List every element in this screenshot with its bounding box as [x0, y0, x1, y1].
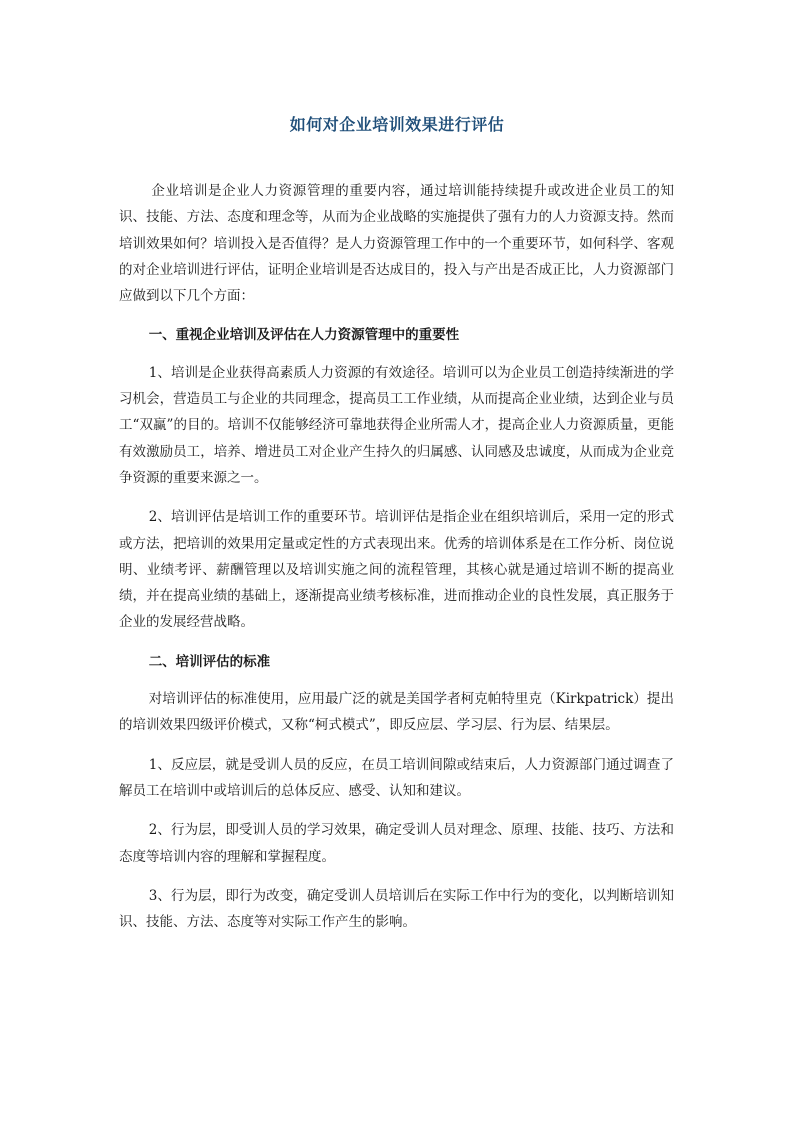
paragraph-2-2: 2、行为层，即受训人员的学习效果，确定受训人员对理念、原理、技能、技巧、方法和态度等培训内容的理解和掌握程度。: [119, 822, 674, 865]
paragraph-2-1: 1、反应层，就是受训人员的反应，在员工培训间隙或结束后，人力资源部门通过调查了解员工在培训中或培训后的总体反应、感受、认知和建议。: [119, 756, 674, 799]
document-body: [119, 178, 674, 935]
paragraph-1-2: 2、培训评估是培训工作的重要环节。培训评估是指企业在组织培训后，采用一定的形式或方法，把培训的效果用定量或定性的方式表现出来。优秀的培训体系是在工作分析、岗位说明、业绩考评、薪酬管理以及培训实施之间的流程管理，其核心就是通过培训不断的提高业绩，并在提高业绩的基础上，逐渐提高业绩考核标准，进而推动企业的良性发展，真正服务于企业的发展经营战略。: [119, 509, 674, 631]
section-heading-standards: 二、培训评估的标准: [148, 653, 271, 670]
paragraph-2-intro: 对培训评估的标准使用，应用最广泛的就是美国学者柯克帕特里克（Kirkpatrick）提出的培训效果四级评价模式，又称“柯式模式”，即反应层、学习层、行为层、结果层。: [119, 691, 674, 734]
document-title: 如何对企业培训效果进行评估: [289, 115, 505, 134]
paragraph-1-1: 1、培训是企业获得高素质人力资源的有效途径。培训可以为企业员工创造持续渐进的学习机会，营造员工与企业的共同理念，提高员工工作业绩，从而提高企业业绩，达到企业与员工“双赢”的目的。培训不仅能够经济可靠地获得企业所需人才，提高企业人力资源质量，更能有效激励员工，培养、增进员工对企业产生持久的归属感、认同感及忠诚度，从而成为企业竞争资源的重要来源之一。: [119, 364, 674, 486]
intro-paragraph: 企业培训是企业人力资源管理的重要内容，通过培训能持续提升或改进企业员工的知识、技能、方法、态度和理念等，从而为企业战略的实施提供了强有力的人力资源支持。然而培训效果如何？培训投入是否值得？是人力资源管理工作中的一个重要环节，如何科学、客观的对企业培训进行评估，证明企业培训是否达成目的，投入与产出是否成正比，人力资源部门应做到以下几个方面：: [119, 183, 674, 305]
paragraph-2-3: 3、行为层，即行为改变，确定受训人员培训后在实际工作中行为的变化，以判断培训知识、技能、方法、态度等对实际工作产生的影响。: [119, 887, 674, 931]
section-heading-importance: 一、重视企业培训及评估在人力资源管理中的重要性: [148, 327, 460, 344]
